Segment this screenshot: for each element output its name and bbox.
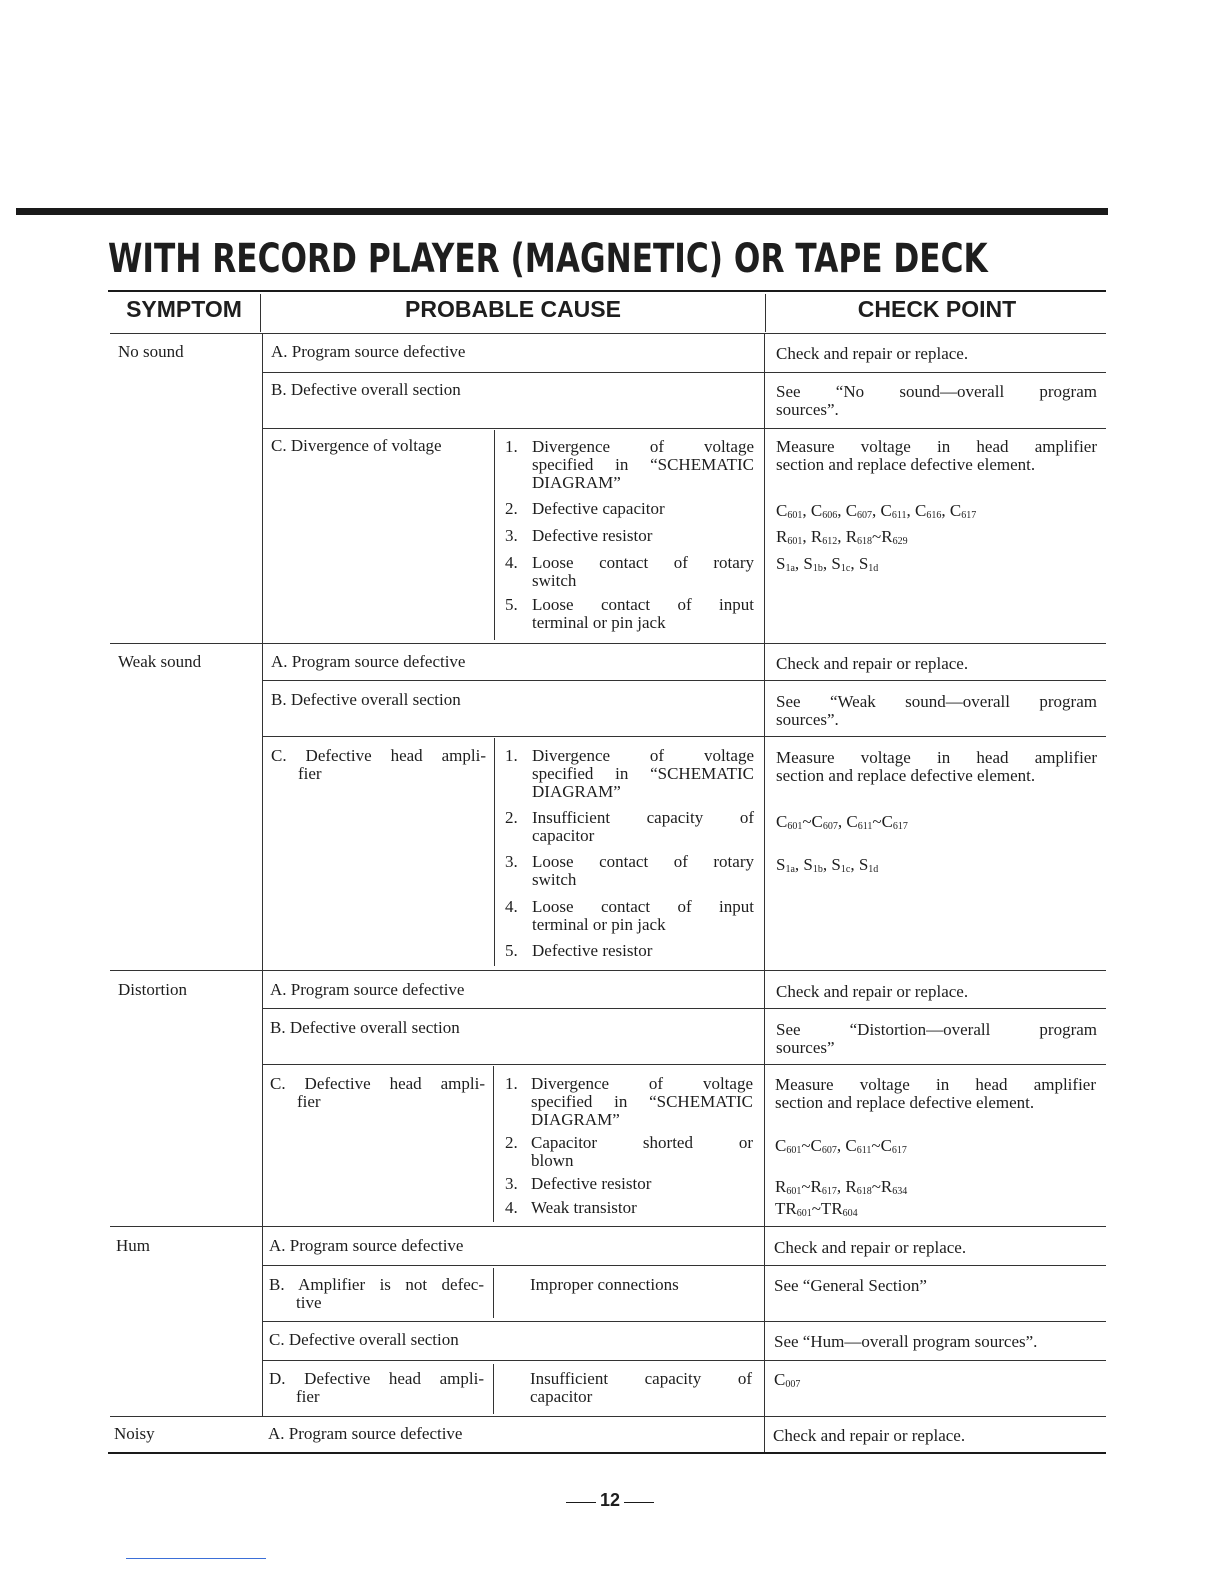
cause-b-line: B. Amplifier is not defec- [269, 1275, 484, 1294]
check-point-line: Measure voltage in head amplifier [776, 748, 1097, 767]
subcause-number: 3. [505, 526, 518, 545]
subcause-line: Defective resistor [532, 526, 653, 545]
subcause-line: Weak transistor [531, 1198, 637, 1217]
part-list-capacitors: $C_{007}$ [774, 1370, 801, 1390]
row-rule [262, 1008, 1106, 1009]
cause-b: B. Defective overall section [271, 380, 461, 399]
subcause-line: Defective resistor [531, 1174, 652, 1193]
header-rule [110, 333, 1106, 334]
cause-b: B. Defective overall section [270, 1018, 460, 1037]
part-list-capacitors: $C_{601}\sim C_{607}$, $C_{611}\sim C_{617}$ [775, 1136, 907, 1156]
subcause-number: 5. [505, 595, 518, 614]
subcause-divider [493, 1066, 494, 1222]
subcause-line: DIAGRAM” [531, 1110, 620, 1129]
subcause-number: 5. [505, 941, 518, 960]
subcause-line: Divergence of voltage [532, 437, 754, 456]
subcause-line: specified in “SCHEMATIC [532, 764, 754, 783]
page-number: 12 [599, 1490, 621, 1510]
column-divider-check [764, 334, 765, 1452]
check-point-line: See “No sound—overall program [776, 382, 1097, 401]
subcause-number: 4. [505, 1198, 518, 1217]
header-symptom: SYMPTOM [126, 296, 242, 322]
subcause-line: Loose contact of input [532, 595, 754, 614]
check-point: Check and repair or replace. [776, 982, 969, 1001]
subcause-line: Loose contact of rotary [532, 553, 754, 572]
subcause-detail: Improper connections [530, 1275, 679, 1294]
subcause-detail-line: capacitor [530, 1387, 593, 1406]
check-point: See “Hum—overall program sources”. [774, 1332, 1038, 1351]
subcause-line: Loose contact of rotary [532, 852, 754, 871]
symptom-noisy: Noisy [114, 1424, 155, 1443]
check-point-line: sources”. [776, 710, 839, 729]
row-rule [262, 1064, 1106, 1065]
subcause-number: 3. [505, 1174, 518, 1193]
subcause-divider [493, 1268, 494, 1318]
subcause-divider [493, 1364, 494, 1414]
symptom-no-sound: No sound [118, 342, 184, 361]
check-point: Check and repair or replace. [774, 1238, 967, 1257]
row-rule [262, 1321, 1106, 1322]
symptom-distortion: Distortion [118, 980, 187, 999]
subcause-number: 2. [505, 808, 518, 827]
page-number-dash [624, 1502, 654, 1503]
row-rule [262, 680, 1106, 681]
check-point: Check and repair or replace. [773, 1426, 966, 1445]
subcause-line: terminal or pin jack [532, 613, 666, 632]
subcause-line: Defective capacitor [532, 499, 665, 518]
subcause-line: capacitor [532, 826, 595, 845]
symptom-weak-sound: Weak sound [118, 652, 202, 671]
subcause-line: specified in “SCHEMATIC [532, 455, 754, 474]
symptom-hum: Hum [116, 1236, 150, 1255]
subcause-line: Defective resistor [532, 941, 653, 960]
group-rule [110, 1226, 1106, 1227]
subcause-number: 4. [505, 553, 518, 572]
cause-d-line: fier [296, 1387, 320, 1406]
group-rule [110, 1416, 1106, 1417]
subcause-line: DIAGRAM” [532, 473, 621, 492]
header-check-point: CHECK POINT [857, 296, 1017, 322]
subcause-line: Divergence of voltage [531, 1074, 753, 1093]
cause-c-line: fier [297, 1092, 321, 1111]
cause-a: A. Program source defective [270, 980, 465, 999]
cause-c: C. Defective overall section [269, 1330, 459, 1349]
row-rule [262, 1265, 1106, 1266]
check-point: See “General Section” [774, 1276, 927, 1295]
check-point-line: sources” [776, 1038, 835, 1057]
header-divider [260, 294, 261, 332]
subcause-line: terminal or pin jack [532, 915, 666, 934]
cause-b: B. Defective overall section [271, 690, 461, 709]
part-list-resistors: $R_{601}$, $R_{612}$, $R_{618}\sim R_{629}$ [776, 527, 908, 547]
subcause-number: 2. [505, 499, 518, 518]
check-point-line: Measure voltage in head amplifier [776, 437, 1097, 456]
check-point-line: Measure voltage in head amplifier [775, 1075, 1096, 1094]
group-rule [110, 643, 1106, 644]
row-rule [262, 372, 1106, 373]
footer-rule [126, 1558, 266, 1559]
check-point-line: sources”. [776, 400, 839, 419]
check-point-line: section and replace defective element. [775, 1093, 1035, 1112]
column-divider-symptom [262, 334, 263, 1416]
subcause-line: Insufficient capacity of [532, 808, 754, 827]
subcause-line: blown [531, 1151, 574, 1170]
subcause-line: Divergence of voltage [532, 746, 754, 765]
cause-a: A. Program source defective [269, 1236, 464, 1255]
part-list-switches: $S_{1a}$, $S_{1b}$, $S_{1c}$, $S_{1d}$ [776, 554, 879, 574]
title-rule [108, 290, 1106, 292]
subcause-detail-line: Insufficient capacity of [530, 1369, 752, 1388]
subcause-number: 1. [505, 746, 518, 765]
cause-b-line: tive [296, 1293, 322, 1312]
subcause-line: specified in “SCHEMATIC [531, 1092, 753, 1111]
subcause-divider [494, 738, 495, 966]
cause-d-line: D. Defective head ampli- [269, 1369, 484, 1388]
part-list-switches: $S_{1a}$, $S_{1b}$, $S_{1c}$, $S_{1d}$ [776, 855, 879, 875]
check-point: Check and repair or replace. [776, 344, 969, 363]
cause-c-line: C. Defective head ampli- [271, 746, 486, 765]
check-point-line: section and replace defective element. [776, 455, 1036, 474]
subcause-number: 4. [505, 897, 518, 916]
subcause-line: Capacitor shorted or [531, 1133, 753, 1152]
header-probable-cause: PROBABLE CAUSE [405, 296, 621, 322]
header-divider [765, 294, 766, 332]
part-list-capacitors: $C_{601}\sim C_{607}$, $C_{611}\sim C_{617}$ [776, 812, 908, 832]
subcause-number: 3. [505, 852, 518, 871]
table-bottom-rule [108, 1452, 1106, 1454]
cause-c-line: fier [298, 764, 322, 783]
subcause-number: 1. [505, 1074, 518, 1093]
row-rule [262, 736, 1106, 737]
subcause-number: 1. [505, 437, 518, 456]
subcause-number: 2. [505, 1133, 518, 1152]
cause-c: C. Divergence of voltage [271, 436, 442, 455]
part-list-capacitors: $C_{601}$, $C_{606}$, $C_{607}$, $C_{611}$, $C_{616}$, $C_{617}$ [776, 501, 977, 521]
check-point-line: See “Distortion—overall program [776, 1020, 1097, 1039]
part-list-transistors: $TR_{601}\sim TR_{604}$ [775, 1199, 858, 1219]
check-point-line: section and replace defective element. [776, 766, 1036, 785]
page-title: WITH RECORD PLAYER (MAGNETIC) OR TAPE DECK [108, 236, 988, 282]
row-rule [262, 1360, 1106, 1361]
subcause-line: switch [532, 870, 577, 889]
cause-a: A. Program source defective [268, 1424, 463, 1443]
subcause-line: DIAGRAM” [532, 782, 621, 801]
cause-c-line: C. Defective head ampli- [270, 1074, 485, 1093]
subcause-line: Loose contact of input [532, 897, 754, 916]
check-point: Check and repair or replace. [776, 654, 969, 673]
part-list-resistors: $R_{601}\sim R_{617}$, $R_{618}\sim R_{634}$ [775, 1177, 908, 1197]
cause-a: A. Program source defective [271, 342, 466, 361]
cause-a: A. Program source defective [271, 652, 466, 671]
subcause-divider [494, 430, 495, 640]
group-rule [110, 970, 1106, 971]
check-point-line: See “Weak sound—overall program [776, 692, 1097, 711]
top-rule [16, 208, 1108, 215]
subcause-line: switch [532, 571, 577, 590]
row-rule [262, 428, 1106, 429]
